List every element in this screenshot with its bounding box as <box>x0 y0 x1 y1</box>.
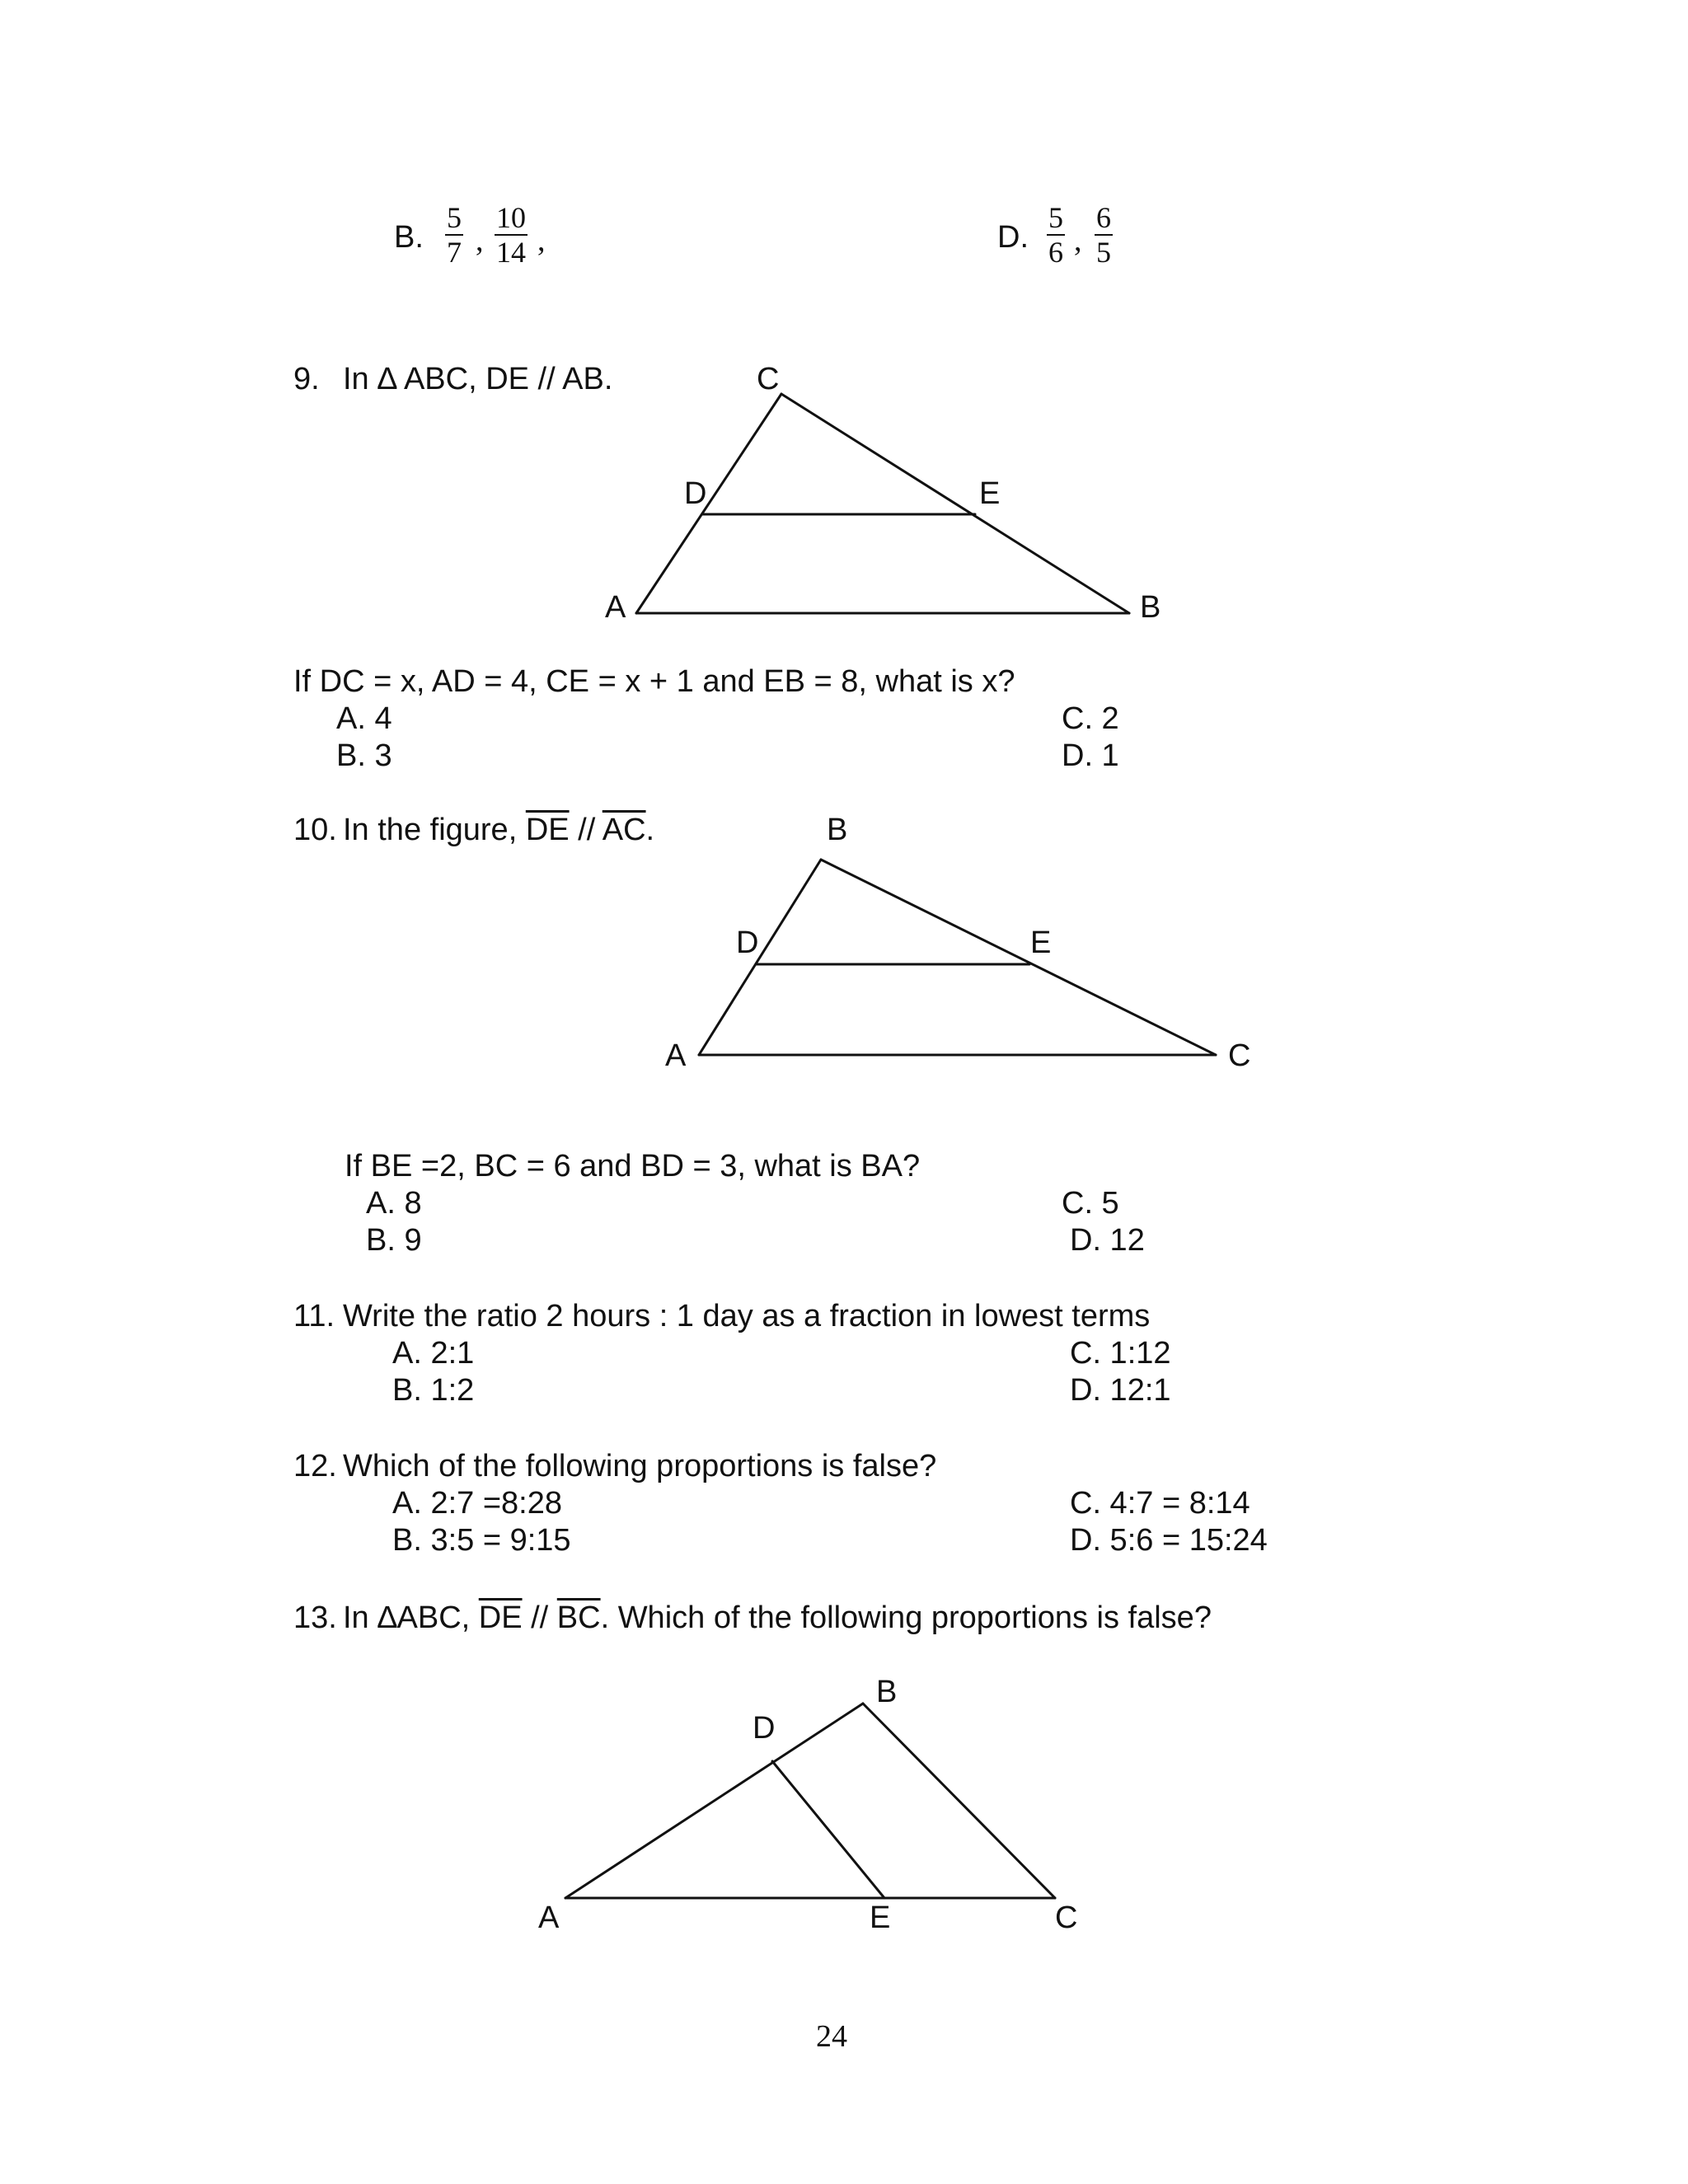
q8-b-f2-denominator: 14 <box>496 236 526 269</box>
q9-number: 9. <box>293 362 320 396</box>
q9-choice-a: A. 4 <box>336 701 392 736</box>
q8-d-f1-numerator: 5 <box>1048 201 1063 234</box>
q10-side-ba <box>699 860 821 1055</box>
q13-label-d: D <box>753 1711 776 1746</box>
q9-side-ca <box>636 394 781 613</box>
q10-choice-a: A. 8 <box>366 1186 422 1221</box>
q11-choice-d: D. 12:1 <box>1070 1373 1171 1408</box>
q10-number: 10. <box>293 813 337 847</box>
q10-stem-parallel: // <box>569 813 603 847</box>
q13-side-bc <box>863 1704 1055 1898</box>
q9-label-e: E <box>979 476 1001 511</box>
q8-d-f1-denominator: 6 <box>1048 236 1063 269</box>
q13-number: 13. <box>293 1601 337 1635</box>
q11-stem: Write the ratio 2 hours : 1 day as a fraction in lowest terms <box>343 1299 1151 1333</box>
q10-question: If BE =2, BC = 6 and BD = 3, what is BA? <box>345 1149 921 1183</box>
q12-choice-b: B. 3:5 = 9:15 <box>392 1523 571 1558</box>
q10-segment-de-label: $\overline{DE}$ <box>525 813 570 847</box>
q10-stem-suffix: . <box>645 813 655 847</box>
q9-choice-c: C. 2 <box>1062 701 1119 736</box>
q8-d-f2-denominator: 5 <box>1096 236 1111 269</box>
q13-segment-bc-label: $\overline{BC}$ <box>556 1601 601 1635</box>
q9-question: If DC = x, AD = 4, CE = x + 1 and EB = 8, what is x? <box>293 664 1015 699</box>
q13-label-c: C <box>1055 1900 1078 1935</box>
q13-segment-de <box>772 1761 884 1898</box>
q9-label-a: A <box>605 590 626 625</box>
q8-choice-d-letter: D. <box>997 220 1029 255</box>
q11-choice-a: A. 2:1 <box>392 1336 475 1371</box>
q12-choice-a: A. 2:7 =8:28 <box>392 1486 562 1521</box>
q10-label-c: C <box>1228 1038 1251 1073</box>
q11-number: 11. <box>293 1299 335 1333</box>
q10-label-b: B <box>827 813 848 847</box>
q13-segment-de-label: $\overline{DE}$ <box>478 1601 523 1635</box>
q8-b-f2-numerator: 10 <box>496 201 526 234</box>
q10-side-bc <box>821 860 1216 1055</box>
q11-choice-c: C. 1:12 <box>1070 1336 1171 1371</box>
q12-stem: Which of the following proportions is false? <box>343 1449 937 1483</box>
q12-choice-d: D. 5:6 = 15:24 <box>1070 1523 1268 1558</box>
q10-label-d: D <box>736 926 759 960</box>
q10-segment-ac-label: $\overline{AC}$ <box>602 813 646 847</box>
q13-stem <box>343 1600 1212 1636</box>
q10-label-a: A <box>665 1038 687 1073</box>
q10-stem <box>343 812 654 848</box>
q8-b-separator-2: , <box>537 223 546 258</box>
q10-label-e: E <box>1030 926 1052 960</box>
q9-label-c: C <box>757 362 780 396</box>
q9-side-cb <box>781 394 1129 613</box>
q9-label-d: D <box>684 476 707 511</box>
q13-stem-suffix: . Which of the following proportions is false? <box>600 1601 1212 1635</box>
q9-choice-b: B. 3 <box>336 738 392 773</box>
q9-label-b: B <box>1140 590 1161 625</box>
q9-choice-d: D. 1 <box>1062 738 1119 773</box>
q8-choice-b-letter: B. <box>394 220 424 255</box>
q8-b-separator-1: , <box>476 223 484 258</box>
q12-number: 12. <box>293 1449 337 1483</box>
q9-stem: In ∆ ABC, DE // AB. <box>343 362 613 396</box>
q12-choice-c: C. 4:7 = 8:14 <box>1070 1486 1250 1521</box>
q8-b-f1-denominator: 7 <box>447 236 462 269</box>
q13-side-ab <box>565 1704 863 1898</box>
q11-choice-b: B. 1:2 <box>392 1373 475 1408</box>
q10-choice-c: C. 5 <box>1062 1186 1119 1221</box>
page-number: 24 <box>816 2019 847 2054</box>
q10-stem-prefix: In the figure, <box>343 813 526 847</box>
q13-label-b: B <box>876 1675 898 1709</box>
q8-b-f1-numerator: 5 <box>447 201 462 234</box>
q8-d-separator-1: , <box>1074 223 1082 258</box>
q13-stem-parallel: // <box>522 1601 557 1635</box>
q13-stem-prefix: In ∆ABC, <box>343 1601 479 1635</box>
q10-choice-b: B. 9 <box>366 1223 422 1258</box>
q13-label-a: A <box>538 1900 560 1935</box>
q13-label-e: E <box>870 1900 891 1935</box>
q8-d-f2-numerator: 6 <box>1096 201 1111 234</box>
q10-choice-d: D. 12 <box>1070 1223 1145 1258</box>
